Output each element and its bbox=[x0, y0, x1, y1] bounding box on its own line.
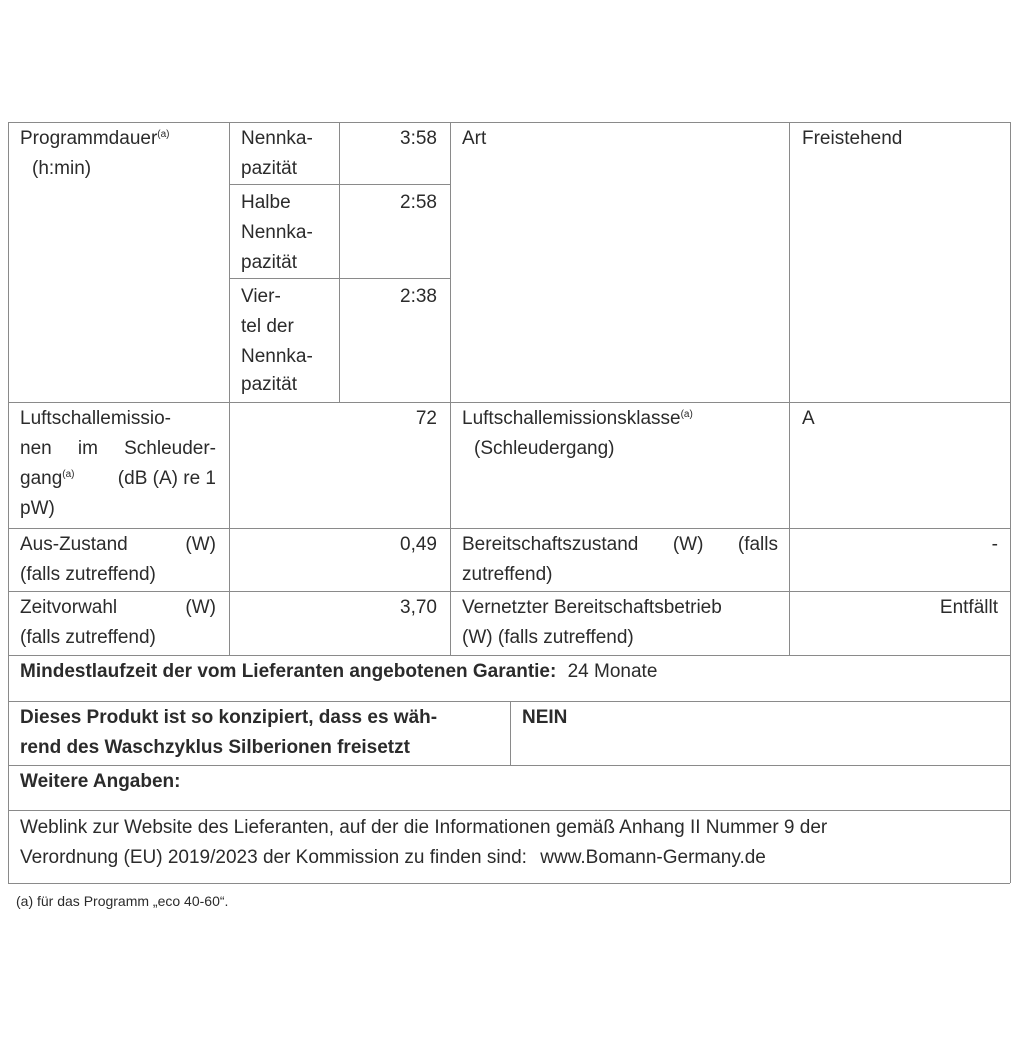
zeitvorwahl-label-2: (falls zutreffend) bbox=[20, 627, 156, 648]
garantie-value: 24 Monate bbox=[567, 661, 658, 682]
weblink-text-2: Verordnung (EU) 2019/2023 der Kommission zu finden sind: www.Bomann-Germany.de bbox=[20, 847, 766, 868]
viertel-label-2: tel der bbox=[241, 316, 294, 337]
halbe-label: Halbe bbox=[241, 192, 291, 213]
zeitvorwahl-value: 3,70 bbox=[400, 597, 437, 618]
programmdauer-unit: (h:min) bbox=[32, 158, 92, 179]
garantie-row bbox=[20, 657, 657, 687]
bereitschaft-label: Bereitschaftszustand (W) (falls bbox=[462, 534, 778, 555]
weitere-label: Weitere Angaben: bbox=[20, 771, 181, 792]
vernetzt-label-2: (W) (falls zutreffend) bbox=[462, 627, 634, 648]
vernetzt-value: Entfällt bbox=[939, 597, 998, 618]
silber-label: Dieses Produkt ist so konzipiert, dass es wäh- bbox=[20, 707, 438, 728]
luftschallklasse-value: A bbox=[802, 408, 815, 429]
halbe-label-3: pazität bbox=[241, 252, 297, 273]
silber-value: NEIN bbox=[522, 707, 568, 728]
luftschall-label-3: gang$^{(a)}$ (dB (A) re 1 bbox=[20, 468, 216, 489]
luftschall-label-2: nen im Schleuder- bbox=[20, 438, 216, 459]
viertel-label-4: pazität bbox=[241, 374, 297, 395]
art-value: Freistehend bbox=[802, 128, 903, 149]
luftschall-label-4: pW) bbox=[20, 498, 55, 519]
aus-zustand-label: Aus-Zustand (W) bbox=[20, 534, 216, 555]
vernetzt-label: Vernetzter Bereitschaftsbetrieb bbox=[462, 597, 722, 618]
viertel-label: Vier- bbox=[241, 286, 281, 307]
luftschall-label: Luftschallemissio- bbox=[20, 408, 171, 429]
halbe-label-2: Nennka- bbox=[241, 222, 313, 243]
luftschall-value: 72 bbox=[415, 408, 437, 429]
nennkapazitaet-value: 3:58 bbox=[400, 128, 437, 149]
silber-label-2: rend des Waschzyklus Silberionen freisetzt bbox=[20, 737, 410, 758]
halbe-value: 2:58 bbox=[400, 192, 437, 213]
programmdauer-label: Programmdauer$^{(a)}$ bbox=[20, 128, 170, 149]
nennkapazitaet-label-2: pazität bbox=[241, 158, 297, 179]
nennkapazitaet-label: Nennka- bbox=[241, 128, 313, 149]
luftschallklasse-label: Luftschallemissionsklasse$^{(a)}$ bbox=[462, 408, 693, 429]
zeitvorwahl-label: Zeitvorwahl (W) bbox=[20, 597, 216, 618]
garantie-label: Mindestlaufzeit der vom Lieferanten angebotenen Garantie: bbox=[20, 661, 557, 682]
aus-zustand-value: 0,49 bbox=[400, 534, 437, 555]
viertel-label-3: Nennka- bbox=[241, 346, 313, 367]
weblink-url[interactable]: www.Bomann-Germany.de bbox=[540, 847, 766, 868]
weblink-text: Weblink zur Website des Lieferanten, auf der die Informationen gemäß Anhang II Nummer 9 der bbox=[20, 817, 828, 838]
bereitschaft-label-2: zutreffend) bbox=[462, 564, 553, 585]
art-label: Art bbox=[462, 128, 487, 149]
footnote: (a) für das Programm „eco 40-60“. bbox=[16, 893, 229, 909]
bereitschaft-value: - bbox=[991, 534, 998, 555]
aus-zustand-label-2: (falls zutreffend) bbox=[20, 564, 156, 585]
viertel-value: 2:38 bbox=[400, 286, 437, 307]
luftschallklasse-label-2: (Schleudergang) bbox=[474, 438, 615, 459]
